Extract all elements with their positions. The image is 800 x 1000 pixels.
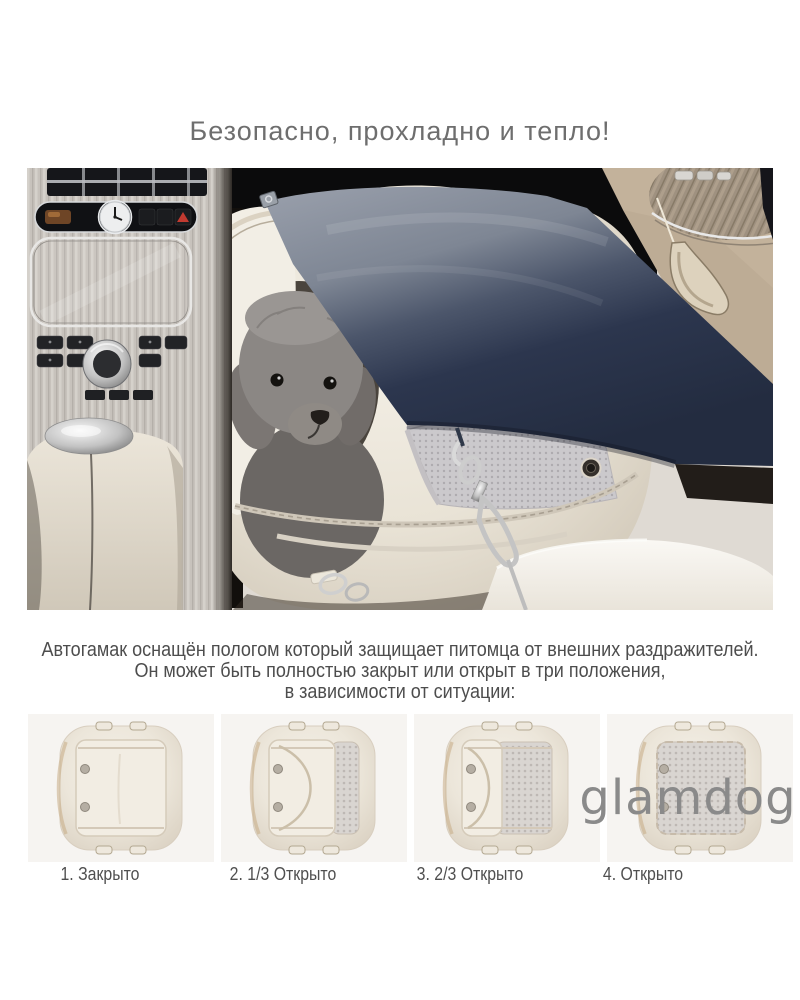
thumbnail-caption-4: 4. Открыто	[602, 864, 684, 884]
console-armrest	[27, 418, 183, 610]
thumbnail-caption-2: 2. 1/3 Открыто	[229, 864, 337, 884]
thumbnail-one-third-open-illustration	[221, 714, 407, 862]
thumbnail-caption-3: 3. 2/3 Открыто	[416, 864, 524, 884]
description-line-1: Автогамак оснащён пологом который защищает питомца от внешних раздражителей.	[41, 639, 759, 661]
glamdog-watermark: glamdog	[579, 770, 797, 826]
rotary-knob	[83, 340, 131, 388]
dog-eye-left	[271, 374, 284, 387]
thumbnail-one-third-open	[221, 714, 407, 862]
wood-trim-panel	[31, 238, 191, 326]
dog-muzzle	[288, 403, 342, 445]
description-line-2: Он может быть полностью закрыт или открыт в три положения,	[134, 660, 666, 682]
clock-strip	[35, 201, 197, 234]
description-line-3: в зависимости от ситуации:	[284, 681, 516, 703]
analog-clock-icon	[99, 201, 132, 234]
hero-photo	[27, 168, 773, 610]
page-title: Безопасно, прохладно и тепло!	[189, 116, 611, 146]
seat-control-buttons	[675, 171, 731, 180]
thumbnail-two-thirds-open-illustration	[414, 714, 600, 862]
thumbnail-closed-illustration	[28, 714, 214, 862]
thumbnail-two-thirds-open	[414, 714, 600, 862]
air-vents	[47, 168, 207, 196]
dog-eye-right	[324, 377, 337, 390]
seat-shadow-wedge	[675, 464, 773, 504]
thumbnail-caption-1: 1. Закрыто	[60, 864, 140, 884]
thumbnail-closed	[28, 714, 214, 862]
description	[40, 640, 760, 703]
hero-photo-illustration	[27, 168, 773, 610]
center-console	[27, 168, 232, 610]
